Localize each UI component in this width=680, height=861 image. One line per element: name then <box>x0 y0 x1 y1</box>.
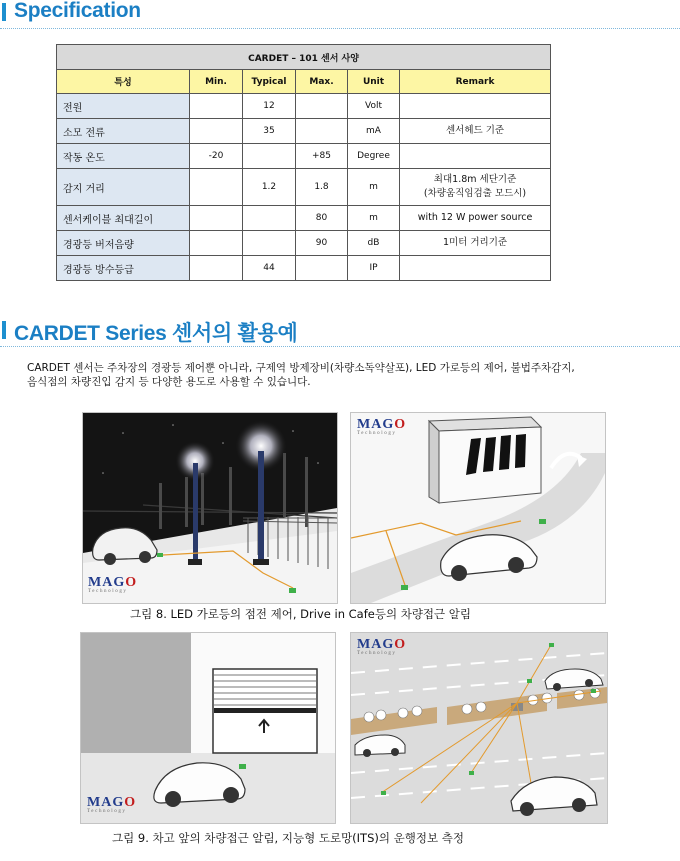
its-scene <box>351 633 607 823</box>
table-row <box>57 231 551 256</box>
max-cell <box>296 256 348 281</box>
spec-table-caption: CARDET – 101 센서 사양 <box>57 45 551 70</box>
row-label: 감지 거리 <box>57 169 190 206</box>
min-cell <box>190 169 243 206</box>
mago-logo: MAGO Technology <box>88 575 138 594</box>
table-row <box>57 169 551 206</box>
row-label: 경광등 버저음량 <box>57 231 190 256</box>
max-cell <box>296 94 348 119</box>
table-row <box>57 144 551 169</box>
max-cell: 90 <box>296 231 348 256</box>
max-cell <box>296 119 348 144</box>
remark-cell: with 12 W power source <box>400 206 551 231</box>
row-label: 소모 전류 <box>57 119 190 144</box>
specification-title: Specification <box>14 0 141 22</box>
min-cell <box>190 206 243 231</box>
spec-table-body <box>57 94 551 281</box>
remark-cell: 센서헤드 기준 <box>400 119 551 144</box>
unit-cell: m <box>348 206 400 231</box>
spec-table <box>56 44 551 281</box>
drive-in-cafe-illustration <box>350 412 606 604</box>
typical-cell: 44 <box>243 256 296 281</box>
remark-cell <box>400 94 551 119</box>
typical-cell: 1.2 <box>243 169 296 206</box>
unit-cell: IP <box>348 256 400 281</box>
table-row <box>57 94 551 119</box>
table-row <box>57 119 551 144</box>
column-header: Max. <box>296 70 348 94</box>
remark-cell: 최대1.8m 세단기준 (차량움직임검출 모드시) <box>400 169 551 206</box>
its-road-illustration <box>350 632 608 824</box>
typical-cell <box>243 206 296 231</box>
intro-line-2: 음식점의 차량진입 감지 등 다양한 용도로 사용할 수 있습니다. <box>27 376 311 388</box>
row-label: 경광등 방수등급 <box>57 256 190 281</box>
column-header: 특성 <box>57 70 190 94</box>
unit-cell: Degree <box>348 144 400 169</box>
remark-cell <box>400 144 551 169</box>
heading-bar <box>2 3 6 21</box>
mago-logo: MAGO Technology <box>357 637 407 656</box>
heading-divider <box>0 28 680 29</box>
unit-cell: m <box>348 169 400 206</box>
led-streetlight-illustration <box>82 412 338 604</box>
typical-cell <box>243 144 296 169</box>
row-label: 전원 <box>57 94 190 119</box>
column-header: Typical <box>243 70 296 94</box>
min-cell <box>190 94 243 119</box>
min-cell <box>190 256 243 281</box>
min-cell <box>190 119 243 144</box>
table-row <box>57 206 551 231</box>
min-cell <box>190 231 243 256</box>
typical-cell <box>243 231 296 256</box>
drive-in-scene <box>351 413 605 603</box>
heading-bar <box>2 321 6 339</box>
column-header: Min. <box>190 70 243 94</box>
column-header: Remark <box>400 70 551 94</box>
min-cell: -20 <box>190 144 243 169</box>
spec-table-header <box>57 70 551 94</box>
row-label: 센서케이블 최대길이 <box>57 206 190 231</box>
heading-divider <box>0 346 680 347</box>
table-row <box>57 256 551 281</box>
figure-9-caption: 그림 9. 차고 앞의 차량접근 알림, 지능형 도로망(ITS)의 운행정보 측정 <box>112 831 464 845</box>
remark-cell: 1미터 거리기준 <box>400 231 551 256</box>
unit-cell: dB <box>348 231 400 256</box>
column-header: Unit <box>348 70 400 94</box>
row-label: 작동 온도 <box>57 144 190 169</box>
intro-line-1: CARDET 센서는 주차장의 경광등 제어뿐 아니라, 구제역 방제장비(차량소독약살포), LED 가로등의 제어, 불법주차감지, <box>27 362 575 374</box>
unit-cell: Volt <box>348 94 400 119</box>
intro-text <box>27 361 667 389</box>
max-cell: 1.8 <box>296 169 348 206</box>
max-cell: 80 <box>296 206 348 231</box>
remark-cell <box>400 256 551 281</box>
usage-title: CARDET Series 센서의 활용예 <box>14 322 298 345</box>
garage-illustration <box>80 632 336 824</box>
mago-logo: MAGO Technology <box>87 795 137 814</box>
mago-logo: MAGO Technology <box>357 417 407 436</box>
unit-cell: mA <box>348 119 400 144</box>
typical-cell: 12 <box>243 94 296 119</box>
typical-cell: 35 <box>243 119 296 144</box>
figure-8-caption: 그림 8. LED 가로등의 점전 제어, Drive in Cafe등의 차량접근 알림 <box>130 607 472 621</box>
max-cell: +85 <box>296 144 348 169</box>
